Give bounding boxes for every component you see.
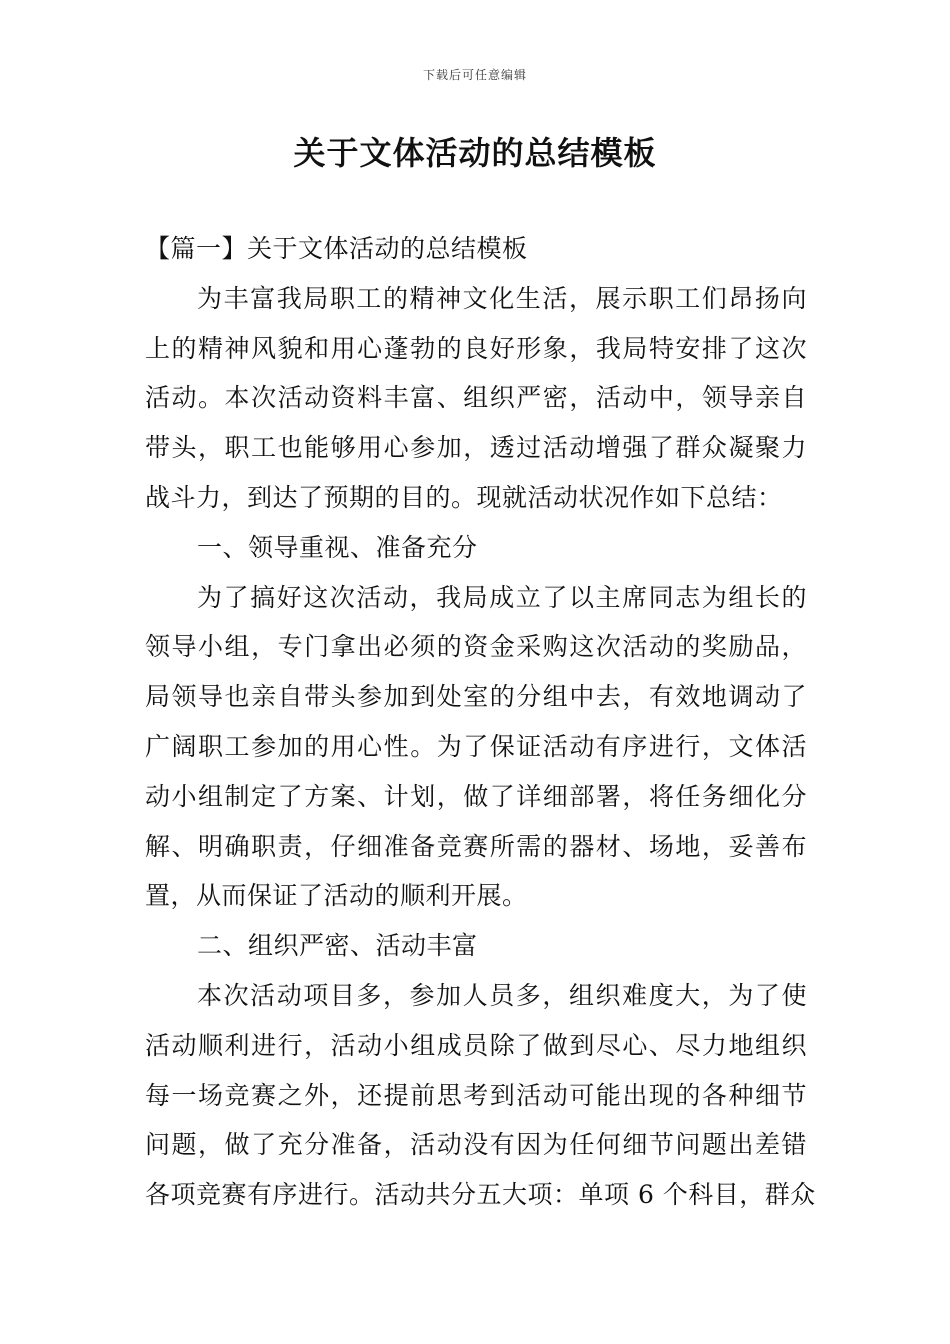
text-line: 置，从而保证了活动的顺利开展。	[145, 881, 528, 911]
text-line: 每一场竞赛之外，还提前思考到活动可能出现的各种细节	[145, 1080, 807, 1110]
text-line: 为丰富我局职工的精神文化生活，展示职工们昂扬向	[197, 283, 807, 313]
text-line: 上的精神风貌和用心蓬勃的良好形象，我局特安排了这次	[145, 333, 807, 363]
text-line: 解、明确职责，仔细准备竞赛所需的器材、场地，妥善布	[145, 831, 807, 861]
text-line: 带头，职工也能够用心参加，透过活动增强了群众凝聚力	[145, 433, 807, 463]
header-note: 下载后可任意编辑	[422, 68, 527, 82]
text-line: 局领导也亲自带头参加到处室的分组中去，有效地调动了	[145, 682, 807, 712]
text-line: 战斗力，到达了预期的目的。现就活动状况作如下总结：	[145, 482, 783, 512]
document-body	[145, 224, 816, 1220]
text-line: 本次活动项目多，参加人员多，组织难度大，为了使	[197, 980, 807, 1010]
text-line: 问题，做了充分准备，活动没有因为任何细节问题出差错	[145, 1130, 807, 1160]
text-line: 活动顺利进行，活动小组成员除了做到尽心、尽力地组织	[145, 1030, 807, 1060]
text-line: 二、组织严密、活动丰富	[197, 931, 478, 961]
text-line: 【篇一】关于文体活动的总结模板	[145, 234, 528, 263]
text-line: 活动。本次活动资料丰富、组织严密，活动中，领导亲自	[145, 383, 807, 413]
text-line: 动小组制定了方案、计划，做了详细部署，将任务细化分	[145, 781, 807, 811]
document-title: 关于文体活动的总结模板	[293, 134, 657, 172]
text-line: 广阔职工参加的用心性。为了保证活动有序进行，文体活	[145, 731, 807, 761]
text-line: 一、领导重视、准备充分	[197, 532, 478, 562]
text-line: 为了搞好这次活动，我局成立了以主席同志为组长的	[197, 582, 807, 612]
text-line: 领导小组，专门拿出必须的资金采购这次活动的奖励品，	[145, 632, 807, 662]
text-line: 各项竞赛有序进行。活动共分五大项：单项 6 个科目，群众	[145, 1180, 816, 1210]
